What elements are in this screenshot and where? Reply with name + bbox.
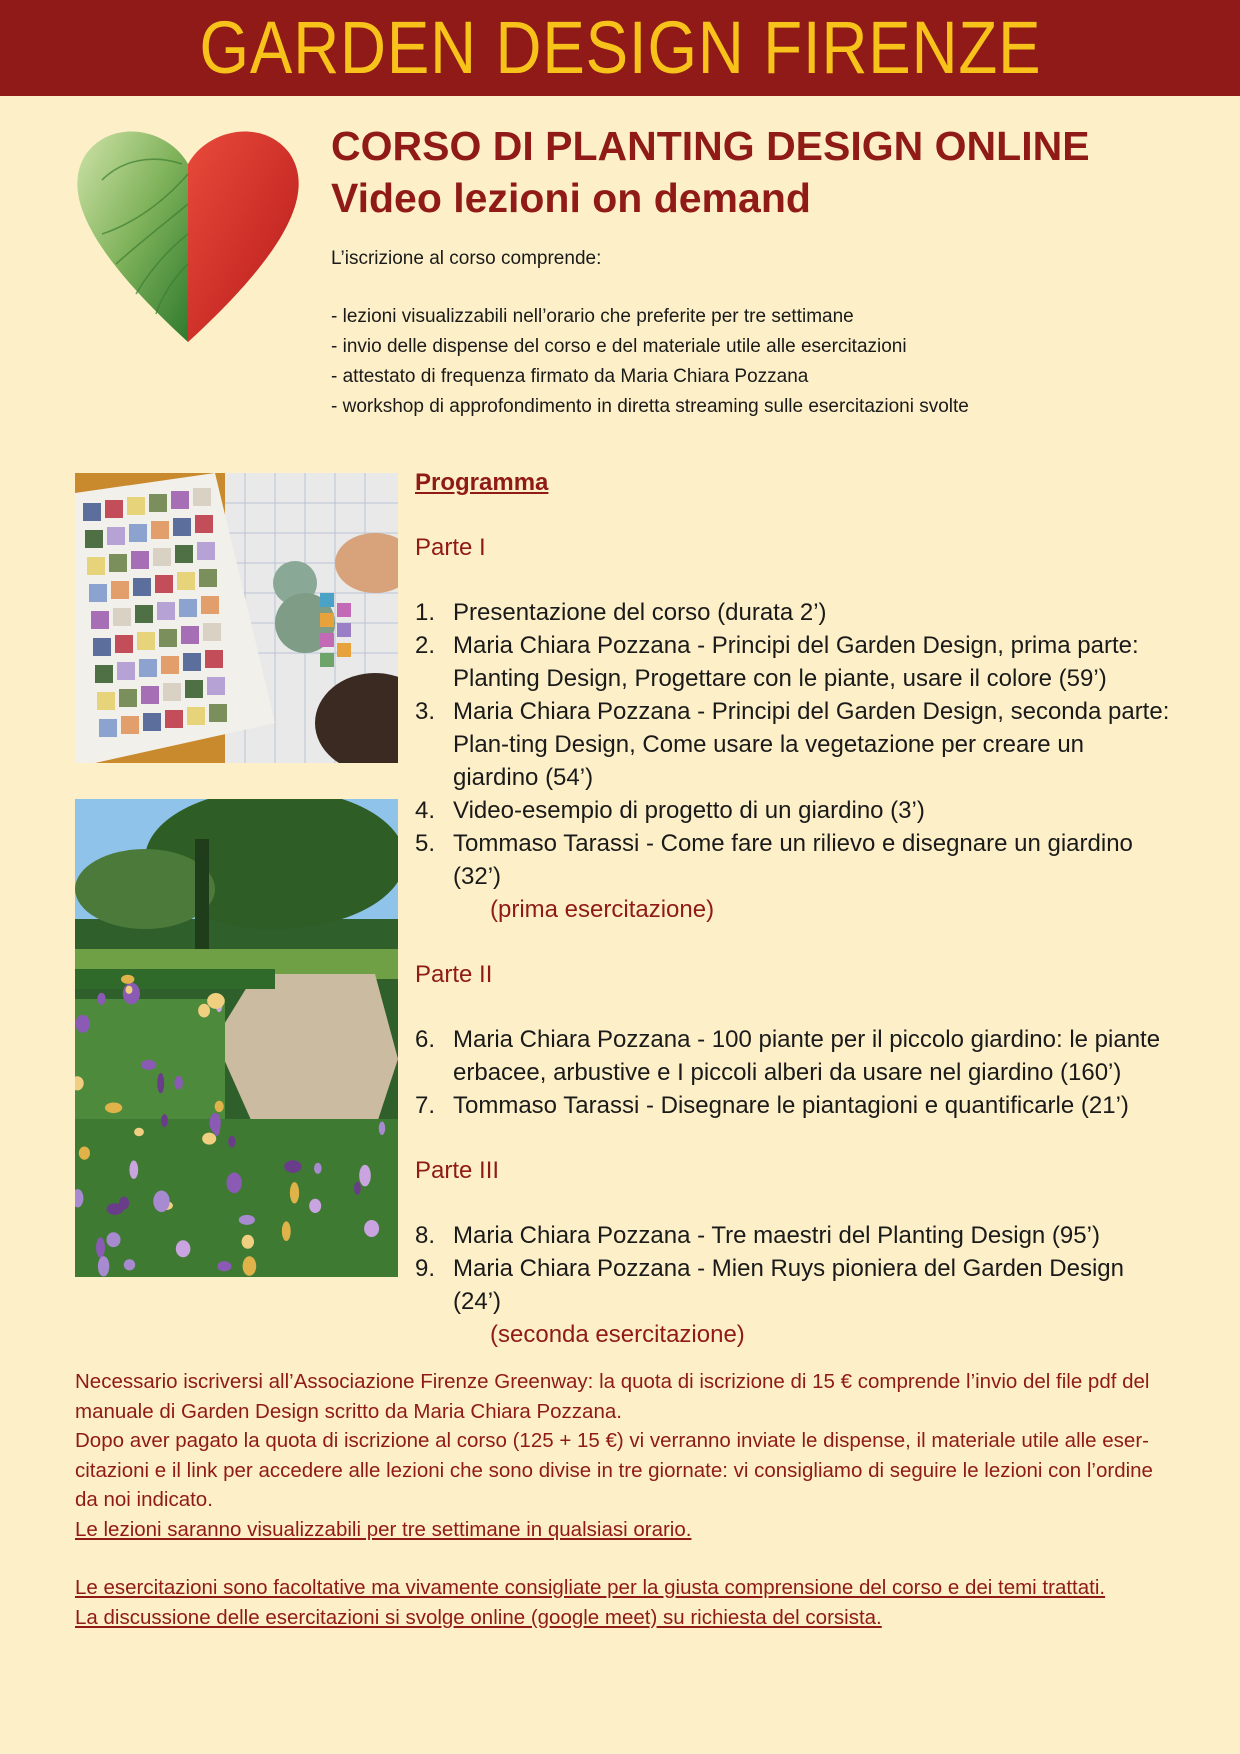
garden-iris-photo (75, 799, 398, 1277)
info-paragraph: Le lezioni saranno visualizzabili per tre settimane in qualsiasi orario. (75, 1517, 692, 1541)
program-item: 6. Maria Chiara Pozzana - 100 piante per il piccolo giardino: le piante erbacee, arbustive e I piccoli alberi da usare nel giardino (160’) (415, 1026, 1161, 1086)
program-item: 1. Presentazione del corso (durata 2’) (415, 599, 827, 626)
program-section (415, 466, 1175, 1351)
course-title-line2: Video lezioni on demand (331, 175, 811, 221)
program-item: 7. Tommaso Tarassi - Disegnare le piantagioni e quantificarle (21’) (415, 1092, 1129, 1119)
enrollment-info (75, 1367, 1175, 1632)
info-paragraph: Dopo aver pagato la quota di iscrizione al corso (125 + 15 €) vi verranno inviate le dispense, il materiale utile alle eser-citazioni e il link per accedere alle lezioni che sono divise in tre giornate: vi consigliamo di seguire le lezioni con l’ordine da noi indicato. (75, 1429, 1153, 1511)
info-paragraph: La discussione delle esercitazioni si svolge online (google meet) su richiesta del corsista. (75, 1605, 882, 1629)
intro-item: - lezioni visualizzabili nell’orario che preferite per tre settimane (331, 306, 854, 327)
intro-section (331, 244, 969, 422)
heart-leaf-logo (72, 124, 304, 344)
part-list (415, 1023, 1175, 1122)
course-title (331, 120, 1090, 224)
part-label: Parte II (415, 961, 493, 988)
program-item: 4. Video-esempio di progetto di un giardino (3’) (415, 797, 925, 824)
program-item: 9. Maria Chiara Pozzana - Mien Ruys pioniera del Garden Design (24’) (415, 1255, 1124, 1315)
exercise-note: (prima esercitazione) (490, 896, 715, 923)
header-banner (0, 0, 1240, 96)
program-heading: Programma (415, 469, 549, 496)
program-item: 8. Maria Chiara Pozzana - Tre maestri del Planting Design (95’) (415, 1222, 1100, 1249)
plant-catalog-photo (75, 473, 398, 763)
program-item: 5. Tommaso Tarassi - Come fare un rilievo e disegnare un giardino (32’) (415, 830, 1133, 890)
info-paragraph: Necessario iscriversi all’Associazione Firenze Greenway: la quota di iscrizione di 15 € comprende l’invio del file pdf del manuale di Garden Design scritto da Maria Chiara Pozzana. (75, 1370, 1150, 1423)
program-item: 3. Maria Chiara Pozzana - Principi del Garden Design, seconda parte: Plan-ting Design, Come usare la vegetazione per creare un giardino (54’) (415, 698, 1170, 791)
part-label: Parte III (415, 1157, 500, 1184)
intro-lead: L’iscrizione al corso comprende: (331, 248, 602, 269)
part-list (415, 1219, 1175, 1318)
intro-item: - attestato di frequenza firmato da Maria Chiara Pozzana (331, 366, 809, 387)
info-paragraph: Le esercitazioni sono facoltative ma vivamente consigliate per la giusta comprensione del corso e dei temi trattati. (75, 1576, 1106, 1599)
banner-title: GARDEN DESIGN FIRENZE (199, 6, 1041, 89)
exercise-note: (seconda esercitazione) (490, 1321, 745, 1348)
course-title-line1: CORSO DI PLANTING DESIGN ONLINE (331, 123, 1090, 169)
part-label: Parte I (415, 534, 486, 561)
intro-item: - invio delle dispense del corso e del materiale utile alle esercitazioni (331, 336, 907, 357)
program-item: 2. Maria Chiara Pozzana - Principi del Garden Design, prima parte: Planting Design, Progettare con le piante, usare il colore (59’) (415, 632, 1139, 692)
part-list (415, 596, 1175, 893)
intro-item: - workshop di approfondimento in diretta streaming sulle esercitazioni svolte (331, 396, 969, 417)
intro-list (331, 302, 969, 422)
